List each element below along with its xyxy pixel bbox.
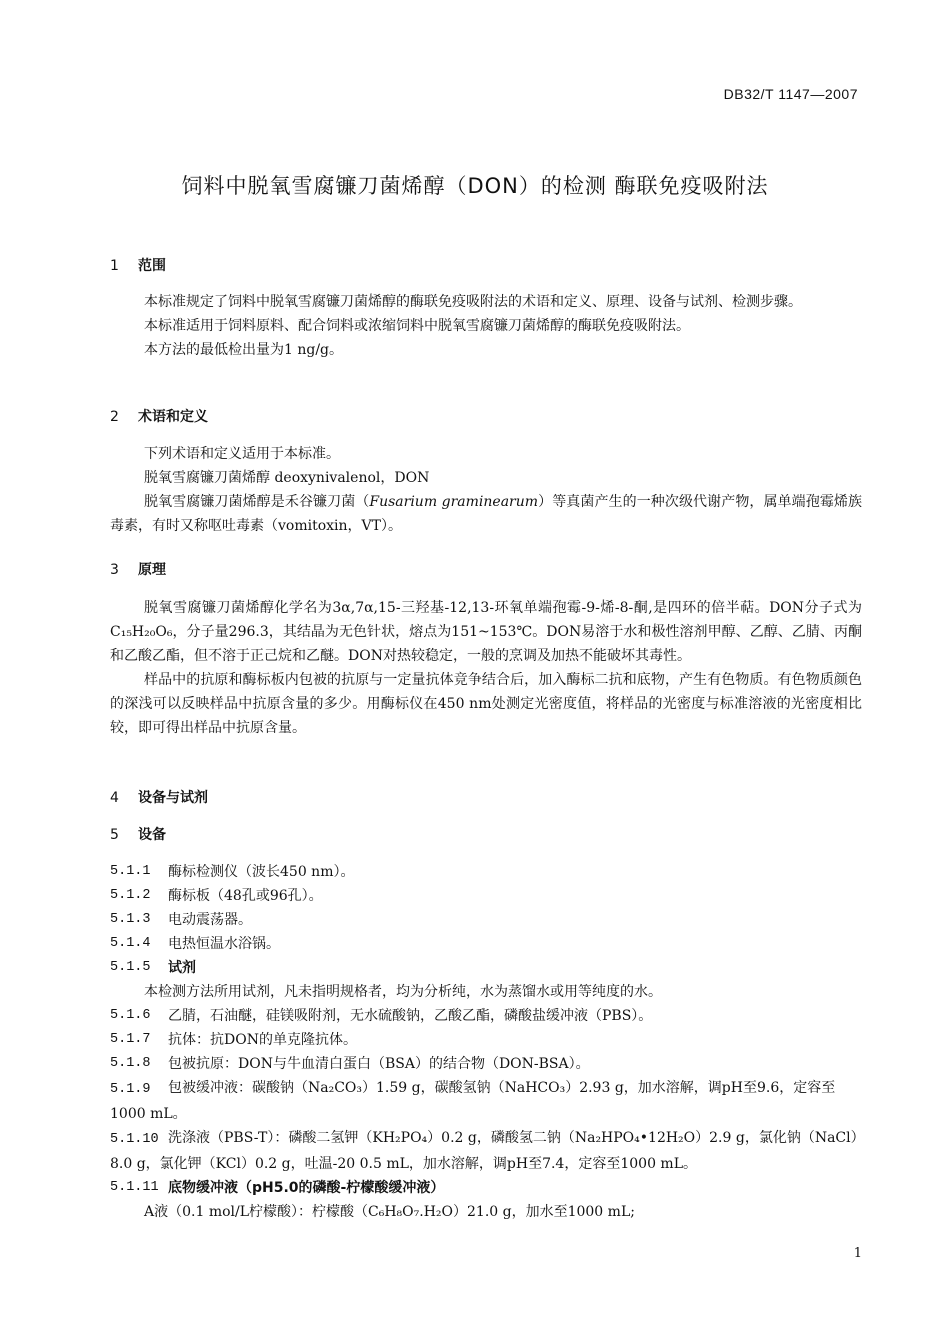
section-equipment-reagents xyxy=(110,786,862,810)
clause-text: 抗体：抗DON的单克隆抗体。 xyxy=(168,1032,357,1048)
clause-title: 试剂 xyxy=(168,960,196,976)
section-title: 范围 xyxy=(138,258,166,274)
section-heading xyxy=(110,823,862,847)
clause-text: 电动震荡器。 xyxy=(168,912,252,928)
clause-number: 5.1.1 xyxy=(110,864,151,879)
paragraph: A液（0.1 mol/L柠檬酸）：柠檬酸（C₆H₈O₇.H₂O）21.0 g，加水至1000 mL; xyxy=(144,1204,635,1220)
section-heading xyxy=(110,786,862,810)
clause-text: 电热恒温水浴锅。 xyxy=(168,936,280,952)
term-entry: 脱氧雪腐镰刀菌烯醇 deoxynivalenol，DON xyxy=(144,470,430,486)
section-scope-body xyxy=(110,290,862,362)
clause-text: 酶标板（48孔或96孔）。 xyxy=(168,888,323,904)
paragraph: 下列术语和定义适用于本标准。 xyxy=(144,446,340,462)
clause-text: 乙腈，石油醚，硅镁吸附剂，无水硫酸钠，乙酸乙酯，磷酸盐缓冲液（PBS）。 xyxy=(168,1008,653,1024)
clause-number: 5.1.9 xyxy=(110,1082,151,1097)
section-number: 3 xyxy=(110,562,119,578)
clause-item xyxy=(110,932,862,956)
document-number: DB32/T 1147—2007 xyxy=(723,86,858,102)
paragraph: 本检测方法所用试剂，凡未指明规格者，均为分析纯，水为蒸馏水或用等纯度的水。 xyxy=(144,984,662,1000)
clause-number: 5.1.5 xyxy=(110,960,151,975)
clause-item-wrapped xyxy=(110,1126,862,1176)
clause-item xyxy=(110,1004,862,1028)
section-principle xyxy=(110,558,862,582)
paragraph: 本方法的最低检出量为1 ng/g。 xyxy=(144,342,344,358)
paragraph: 本标准适用于饲料原料、配合饲料或浓缩饲料中脱氧雪腐镰刀菌烯醇的酶联免疫吸附法。 xyxy=(144,318,690,334)
paragraph: 样品中的抗原和酶标板内包被的抗原与一定量抗体竞争结合后，加入酶标二抗和底物，产生有色物质。有色物质颜色的深浅可以反映样品中抗原含量的多少。用酶标仪在450 nm处测定光密度值，将样品的光密度与标准溶液的光密度相比较，即可得出样品中抗原含量。 xyxy=(110,672,862,736)
clause-item xyxy=(110,908,862,932)
clause-number: 5.1.8 xyxy=(110,1056,151,1071)
clause-number: 5.1.10 xyxy=(110,1132,159,1147)
section-terms xyxy=(110,405,862,429)
clause-number: 5.1.7 xyxy=(110,1032,151,1047)
clause-number: 5.1.4 xyxy=(110,936,151,951)
clause-number: 5.1.6 xyxy=(110,1008,151,1023)
clause-number: 5.1.11 xyxy=(110,1180,159,1195)
section-heading xyxy=(110,254,862,278)
paragraph: 本标准规定了饲料中脱氧雪腐镰刀菌烯醇的酶联免疫吸附法的术语和定义、原理、设备与试剂、检测步骤。 xyxy=(144,294,802,310)
section-number: 2 xyxy=(110,409,119,425)
clause-text: 包被缓冲液：碳酸钠（Na₂CO₃）1.59 g，碳酸氢钠（NaHCO₃）2.93 g，加水溶解，调pH至9.6，定容至1000 mL。 xyxy=(110,1080,836,1122)
clause-list xyxy=(110,860,862,1224)
section-title: 原理 xyxy=(138,562,166,578)
clause-item-wrapped xyxy=(110,1076,862,1126)
section-equipment xyxy=(110,823,862,847)
section-title: 术语和定义 xyxy=(138,409,208,425)
section-heading xyxy=(110,405,862,429)
section-principle-body xyxy=(110,596,862,740)
clause-heading xyxy=(110,1176,862,1200)
section-title: 设备 xyxy=(138,827,166,843)
text-run: ）等真菌产生的一种次级代谢产物，属单端孢霉烯族毒素，有时又称呕吐毒素（vomitoxin，VT）。 xyxy=(110,494,863,534)
clause-text: 酶标检测仪（波长450 nm）。 xyxy=(168,864,355,880)
page-number: 1 xyxy=(853,1246,862,1261)
clause-heading xyxy=(110,956,862,980)
clause-text: 洗涤液（PBS-T）：磷酸二氢钾（KH₂PO₄）0.2 g，磷酸氢二钠（Na₂HPO₄•12H₂O）2.9 g，氯化钠（NaCl）8.0 g，氯化钾（KCl）0.2 g，吐温-20 0.5 mL，加水溶解，调pH至7.4，定容至1000 mL。 xyxy=(110,1130,858,1172)
page-title: 饲料中脱氧雪腐镰刀菌烯醇（DON）的检测 酶联免疫吸附法 xyxy=(181,174,769,198)
clause-number: 5.1.3 xyxy=(110,912,151,927)
clause-item xyxy=(110,1028,862,1052)
clause-title: 底物缓冲液（pH5.0的磷酸-柠檬酸缓冲液） xyxy=(168,1180,445,1196)
clause-item xyxy=(110,884,862,908)
clause-item xyxy=(110,860,862,884)
paragraph: 脱氧雪腐镰刀菌烯醇化学名为3α,7α,15-三羟基-12,13-环氧单端孢霉-9-烯-8-酮,是四环的倍半萜。DON分子式为C₁₅H₂₀O₆，分子量296.3，其结晶为无色针状，熔点为151~153℃。DON易溶于水和极性溶剂甲醇、乙醇、乙腈、丙酮和乙酸乙酯，但不溶于正己烷和乙醚。DON对热较稳定，一般的烹调及加热不能破坏其毒性。 xyxy=(110,600,862,664)
paragraph xyxy=(110,490,862,538)
latin-name: Fusarium graminearum xyxy=(369,494,539,510)
section-number: 1 xyxy=(110,258,119,274)
clause-item xyxy=(110,1052,862,1076)
section-heading xyxy=(110,558,862,582)
clause-number: 5.1.2 xyxy=(110,888,151,903)
section-title: 设备与试剂 xyxy=(138,790,208,806)
text-run: 脱氧雪腐镰刀菌烯醇是禾谷镰刀菌（ xyxy=(144,494,370,510)
clause-text: 包被抗原：DON与牛血清白蛋白（BSA）的结合物（DON-BSA）。 xyxy=(168,1056,590,1072)
section-scope xyxy=(110,254,862,278)
section-terms-body xyxy=(110,442,862,538)
section-number: 4 xyxy=(110,790,119,806)
section-number: 5 xyxy=(110,827,119,843)
